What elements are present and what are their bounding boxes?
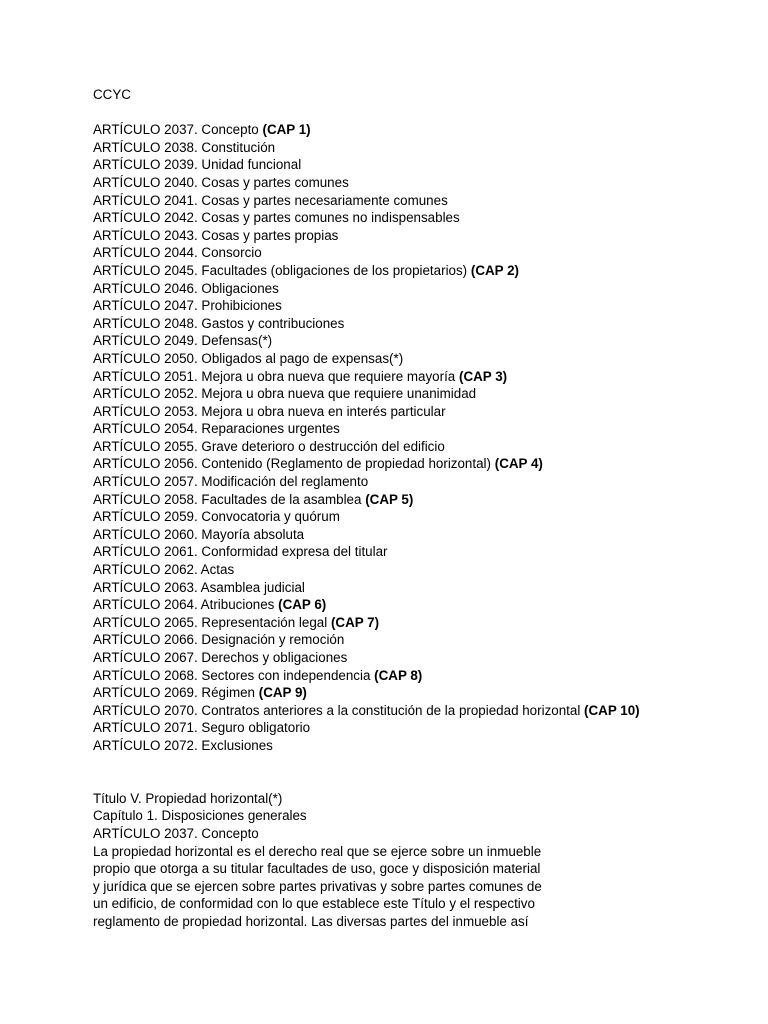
index-entry-text: ARTÍCULO 2063. Asamblea judicial xyxy=(93,579,305,595)
index-entry-text: ARTÍCULO 2044. Consorcio xyxy=(93,245,262,261)
index-entry-text: ARTÍCULO 2070. Contratos anteriores a la constitución de la propiedad horizontal xyxy=(93,702,581,718)
index-entry-text: ARTÍCULO 2069. Régimen xyxy=(93,685,256,701)
index-entry xyxy=(93,368,753,386)
index-entry xyxy=(93,244,753,262)
index-entry xyxy=(93,649,753,667)
chapter-tag: (CAP 3) xyxy=(458,368,508,384)
article-heading: ARTÍCULO 2037. Concepto xyxy=(93,825,259,841)
index-entry-text: ARTÍCULO 2061. Conformidad expresa del titular xyxy=(93,544,388,560)
article-paragraph xyxy=(93,843,753,931)
chapter-tag: (CAP 9) xyxy=(258,685,307,701)
index-entry xyxy=(93,315,753,333)
index-entry xyxy=(93,719,753,737)
index-entry-text: ARTÍCULO 2041. Cosas y partes necesariamente comunes xyxy=(93,192,448,208)
index-entry-text: ARTÍCULO 2043. Cosas y partes propias xyxy=(93,227,339,243)
index-entry xyxy=(93,579,753,597)
index-entry-text: ARTÍCULO 2049. Defensas(*) xyxy=(93,333,273,349)
index-entry-text: ARTÍCULO 2046. Obligaciones xyxy=(93,280,279,296)
index-entry-text: ARTÍCULO 2055. Grave deterioro o destrucción del edificio xyxy=(93,438,445,454)
index-entry-text: ARTÍCULO 2048. Gastos y contribuciones xyxy=(93,315,345,331)
chapter-tag: (CAP 7) xyxy=(330,614,380,630)
index-entry-text: ARTÍCULO 2042. Cosas y partes comunes no indispensables xyxy=(93,210,460,226)
index-entry xyxy=(93,684,753,702)
index-entry xyxy=(93,350,753,368)
chapter-tag: (CAP 2) xyxy=(470,262,519,278)
index-entry-text: ARTÍCULO 2051. Mejora u obra nueva que requiere mayoría xyxy=(93,368,456,384)
index-entry xyxy=(93,473,753,491)
index-entry-text: ARTÍCULO 2052. Mejora u obra nueva que requiere unanimidad xyxy=(93,386,477,402)
index-entry xyxy=(93,455,753,473)
index-entry xyxy=(93,332,753,350)
index-entry-text: ARTÍCULO 2050. Obligados al pago de expensas(*) xyxy=(93,350,404,366)
index-entry xyxy=(93,227,753,245)
section-title: Título V. Propiedad horizontal(*) xyxy=(93,790,283,806)
index-entry xyxy=(93,702,753,720)
spacer xyxy=(93,104,753,122)
index-entry-text: ARTÍCULO 2058. Facultades de la asamblea xyxy=(93,491,362,507)
index-entry xyxy=(93,420,753,438)
index-entry xyxy=(93,297,753,315)
chapter-title: Capítulo 1. Disposiciones generales xyxy=(93,808,307,824)
index-entry xyxy=(93,596,753,614)
index-entry-text: ARTÍCULO 2062. Actas xyxy=(93,562,235,578)
spacer xyxy=(93,755,753,790)
index-entry-text: ARTÍCULO 2037. Concepto xyxy=(93,122,259,138)
index-entry xyxy=(93,156,753,174)
index-entry xyxy=(93,737,753,755)
index-entry-text: ARTÍCULO 2053. Mejora u obra nueva en interés particular xyxy=(93,403,446,419)
index-entry xyxy=(93,209,753,227)
index-entry-text: ARTÍCULO 2059. Convocatoria y quórum xyxy=(93,509,340,525)
index-entry xyxy=(93,561,753,579)
index-entry-text: ARTÍCULO 2064. Atribuciones xyxy=(93,597,275,613)
index-entry-text: ARTÍCULO 2054. Reparaciones urgentes xyxy=(93,421,340,437)
index-entry xyxy=(93,121,753,139)
index-entry-text: ARTÍCULO 2072. Exclusiones xyxy=(93,737,273,753)
index-entry xyxy=(93,174,753,192)
index-entry xyxy=(93,508,753,526)
index-entry-text: ARTÍCULO 2060. Mayoría absoluta xyxy=(93,526,305,542)
chapter-tag: (CAP 6) xyxy=(278,597,327,613)
index-entry xyxy=(93,139,753,157)
index-entry xyxy=(93,631,753,649)
index-entry-text: ARTÍCULO 2038. Constitución xyxy=(93,139,276,155)
index-entry-text: ARTÍCULO 2039. Unidad funcional xyxy=(93,157,302,173)
index-entry-text: ARTÍCULO 2065. Representación legal xyxy=(93,614,328,630)
index-entry-text: ARTÍCULO 2056. Contenido (Reglamento de propiedad horizontal) xyxy=(93,456,491,472)
index-entry xyxy=(93,385,753,403)
document-page xyxy=(93,86,753,931)
paragraph-line: un edificio, de conformidad con lo que establece este Título y el respectivo xyxy=(93,896,535,912)
index-entry-text: ARTÍCULO 2067. Derechos y obligaciones xyxy=(93,650,348,665)
chapter-tag: (CAP 4) xyxy=(494,456,543,472)
chapter-tag: (CAP 5) xyxy=(365,491,414,507)
index-entry-text: ARTÍCULO 2040. Cosas y partes comunes xyxy=(93,174,349,190)
index-entry xyxy=(93,667,753,685)
index-entry xyxy=(93,192,753,210)
paragraph-line: La propiedad horizontal es el derecho real que se ejerce sobre un inmueble xyxy=(93,843,542,859)
index-entry xyxy=(93,438,753,456)
index-entry xyxy=(93,262,753,280)
index-entry xyxy=(93,614,753,632)
document-header: CCYC xyxy=(93,87,131,102)
index-entry-text: ARTÍCULO 2045. Facultades (obligaciones de los propietarios) xyxy=(93,262,468,278)
index-entry-text: ARTÍCULO 2071. Seguro obligatorio xyxy=(93,720,311,736)
paragraph-line: reglamento de propiedad horizontal. Las diversas partes del inmueble así xyxy=(93,913,529,929)
index-entry-text: ARTÍCULO 2047. Prohibiciones xyxy=(93,298,282,314)
chapter-tag: (CAP 1) xyxy=(262,122,311,138)
chapter-tag: (CAP 8) xyxy=(374,667,423,683)
chapter-tag: (CAP 10) xyxy=(584,702,640,718)
index-entry xyxy=(93,526,753,544)
index-entry-text: ARTÍCULO 2066. Designación y remoción xyxy=(93,632,345,648)
paragraph-line: propio que otorga a su titular facultades de uso, goce y disposición material xyxy=(93,861,541,877)
article-index xyxy=(93,121,753,754)
index-entry xyxy=(93,280,753,298)
index-entry-text: ARTÍCULO 2068. Sectores con independencia xyxy=(93,667,371,683)
paragraph-line: y jurídica que se ejercen sobre partes privativas y sobre partes comunes de xyxy=(93,878,542,894)
index-entry-text: ARTÍCULO 2057. Modificación del reglamento xyxy=(93,474,369,490)
index-entry xyxy=(93,543,753,561)
index-entry xyxy=(93,403,753,421)
index-entry xyxy=(93,491,753,509)
